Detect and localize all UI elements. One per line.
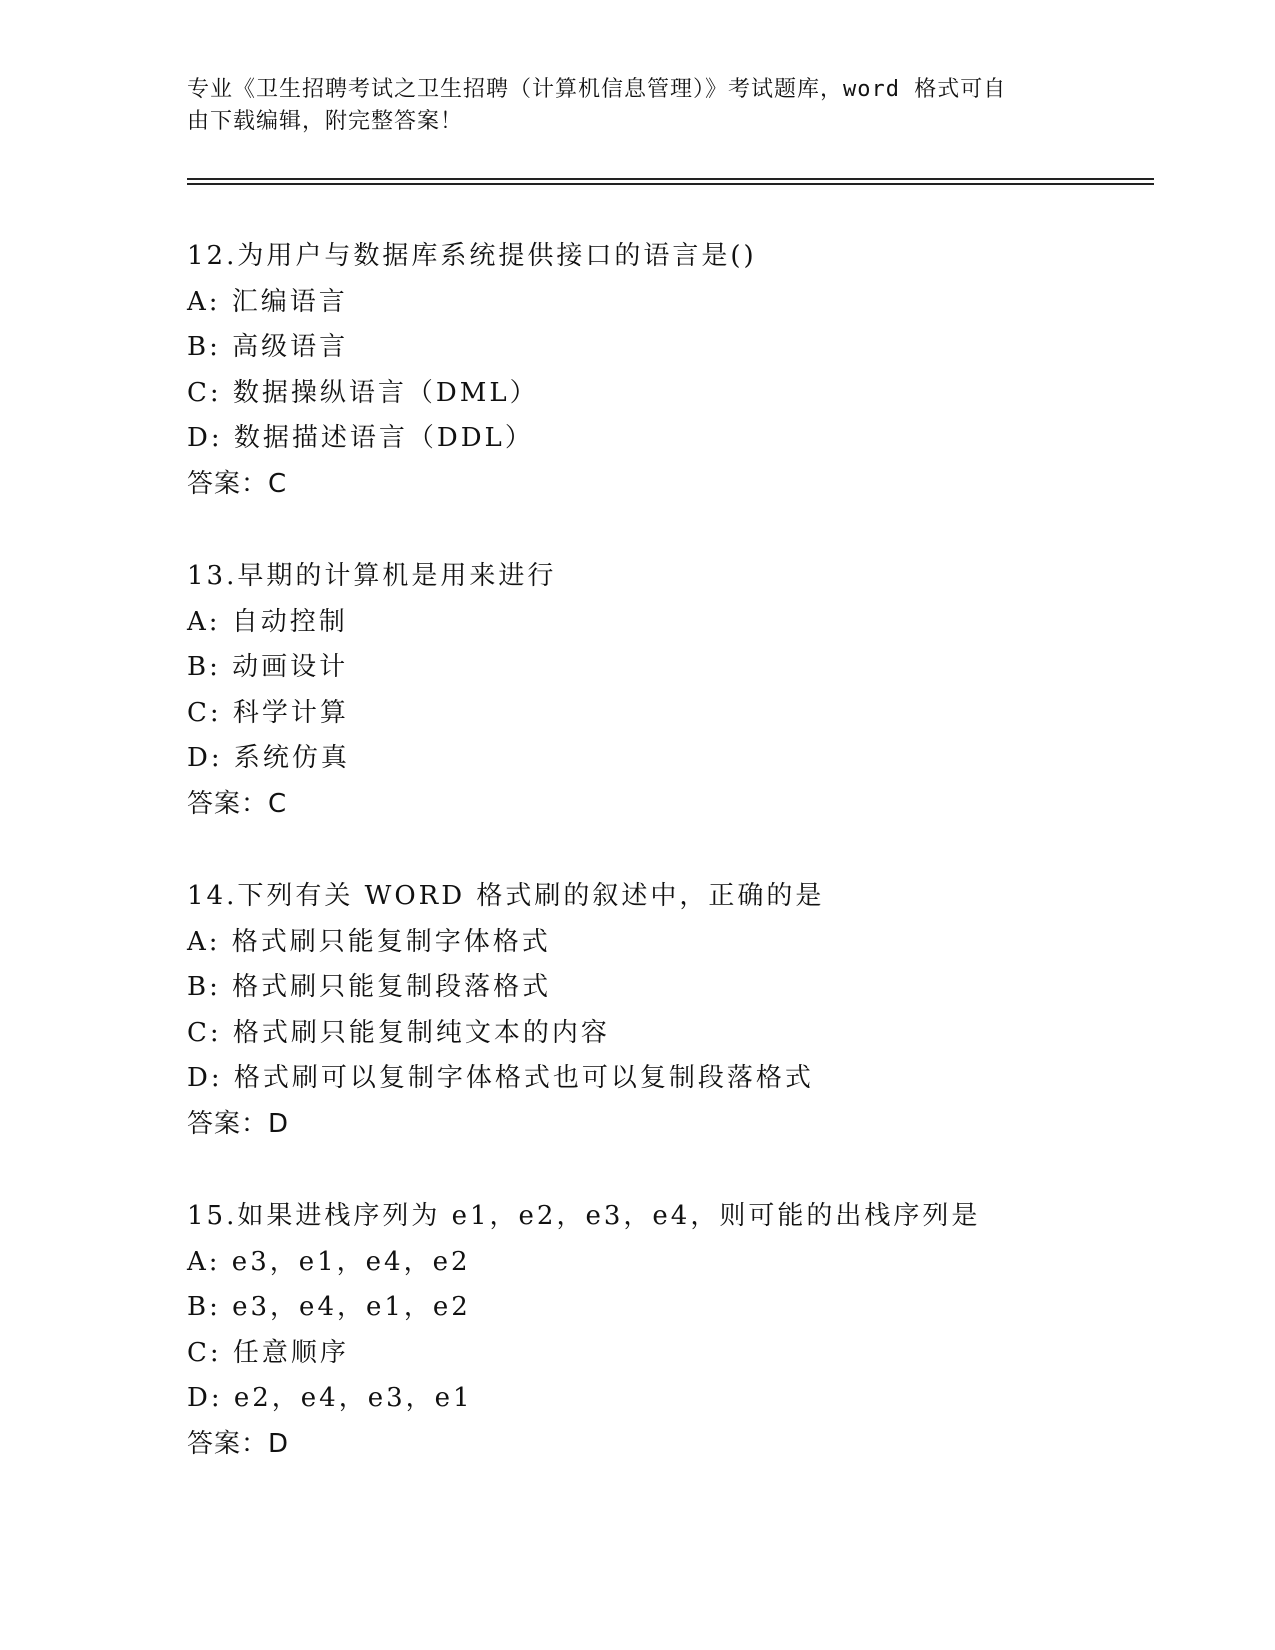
answer-text: 答案：C <box>187 468 288 499</box>
option-c: C: 数据操纵语言（DML） <box>187 377 539 408</box>
option-a: A: 格式刷只能复制字体格式 <box>187 926 551 957</box>
question-stem: 14.下列有关 WORD 格式刷的叙述中，正确的是 <box>187 881 825 911</box>
header-divider-bottom <box>187 183 1154 185</box>
option-b: B: e3，e4，e1，e2 <box>187 1292 471 1322</box>
option-b: B: 格式刷只能复制段落格式 <box>187 972 552 1002</box>
document-header <box>187 74 1067 138</box>
option-d: D: 数据描述语言（DDL） <box>187 423 534 453</box>
question-13 <box>187 554 1187 827</box>
header-line-2: 由下载编辑，附完整答案！ <box>187 109 464 134</box>
option-d: D: 系统仿真 <box>187 743 350 773</box>
question-14 <box>187 874 1187 1147</box>
question-stem: 13.早期的计算机是用来进行 <box>187 561 557 591</box>
question-stem: 12.为用户与数据库系统提供接口的语言是() <box>187 241 757 271</box>
answer-text: 答案：D <box>187 1108 290 1139</box>
option-d: D: e2，e4，e3，e1 <box>187 1383 473 1413</box>
answer-text: 答案：C <box>187 788 288 819</box>
option-c: C: 科学计算 <box>187 697 349 728</box>
question-stem: 15.如果进栈序列为 e1，e2，e3，e4，则可能的出栈序列是 <box>187 1201 981 1231</box>
option-c: C: 任意顺序 <box>187 1337 349 1368</box>
option-a: A: 汇编语言 <box>187 286 348 317</box>
option-c: C: 格式刷只能复制纯文本的内容 <box>187 1017 610 1048</box>
option-b: B: 高级语言 <box>187 332 349 362</box>
question-15 <box>187 1194 1187 1467</box>
option-b: B: 动画设计 <box>187 652 349 682</box>
question-12 <box>187 234 1187 507</box>
answer-text: 答案：D <box>187 1428 290 1459</box>
option-a: A: e3，e1，e4，e2 <box>187 1246 471 1277</box>
header-line-1: 专业《卫生招聘考试之卫生招聘（计算机信息管理）》考试题库，word 格式可自 <box>187 77 1007 102</box>
option-d: D: 格式刷可以复制字体格式也可以复制段落格式 <box>187 1063 814 1093</box>
header-divider-top <box>187 178 1154 180</box>
option-a: A: 自动控制 <box>187 606 348 637</box>
